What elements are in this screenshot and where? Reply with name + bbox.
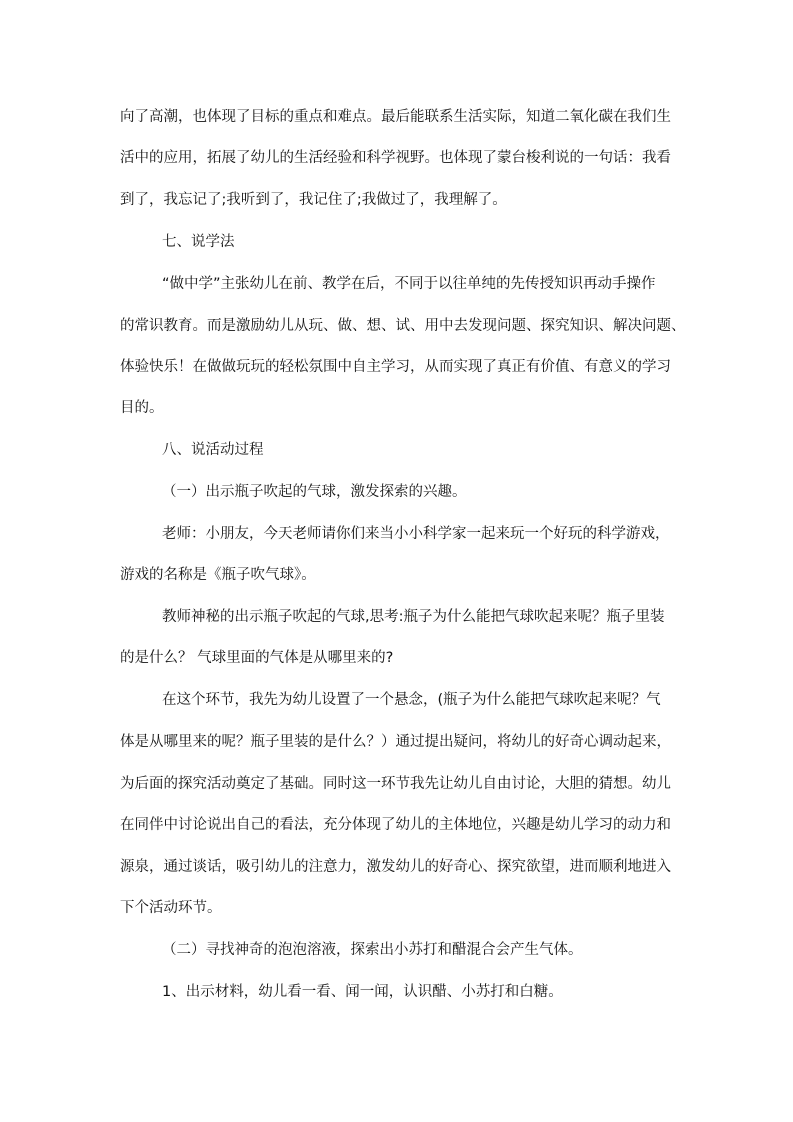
paragraph-line: 为后面的探究活动奠定了基础。同时这一环节我先让幼儿自由讨论，大胆的猜想。幼儿 bbox=[120, 776, 671, 792]
paragraph-line: 在这个环节，我先为幼儿设置了一个悬念，(瓶子为什么能把气球吹起来呢？气 bbox=[162, 692, 661, 708]
subsection-heading-2: （二）寻找神奇的泡泡溶液，探索出小苏打和醋混合会产生气体。 bbox=[162, 942, 583, 958]
paragraph-line: 游戏的名称是《瓶子吹气球》。 bbox=[120, 567, 316, 583]
section-heading-8: 八、说活动过程 bbox=[162, 442, 264, 458]
paragraph-line: 下个活动环节。 bbox=[120, 900, 222, 916]
paragraph-line: 活中的应用，拓展了幼儿的生活经验和科学视野。也体现了蒙台梭利说的一句话：我看 bbox=[120, 150, 671, 166]
paragraph-line: 的常识教育。而是激励幼儿从玩、做、想、试、用中去发现问题、探究知识、解决问题、 bbox=[120, 318, 686, 334]
list-item: 1、出示材料，幼儿看一看、闻一闻，认识醋、小苏打和白糖。 bbox=[162, 984, 563, 1000]
paragraph-line: “做中学”主张幼儿在前、教学在后，不同于以往单纯的先传授知识再动手操作 bbox=[162, 276, 656, 292]
section-heading-7: 七、说学法 bbox=[162, 234, 235, 250]
paragraph-line: 老师：小朋友，今天老师请你们来当小小科学家一起来玩一个好玩的科学游戏， bbox=[162, 526, 670, 542]
paragraph-line: 的是什么？ 气球里面的气体是从哪里来的? bbox=[120, 650, 394, 666]
paragraph-line: 源泉，通过谈话，吸引幼儿的注意力，激发幼儿的好奇心、探究欲望，进而顺利地进入 bbox=[120, 859, 671, 875]
paragraph-line: 目的。 bbox=[120, 400, 164, 416]
paragraph-line: 体是从哪里来的呢？瓶子里装的是什么？）通过提出疑问，将幼儿的好奇心调动起来， bbox=[120, 734, 671, 750]
paragraph-line: 向了高潮，也体现了目标的重点和难点。最后能联系生活实际，知道二氧化碳在我们生 bbox=[120, 109, 671, 125]
paragraph-line: 到了，我忘记了;我听到了，我记住了;我做过了，我理解了。 bbox=[120, 192, 507, 208]
subsection-heading-1: （一）出示瓶子吹起的气球，激发探索的兴趣。 bbox=[162, 484, 467, 500]
paragraph-line: 体验快乐！在做做玩玩的轻松氛围中自主学习，从而实现了真正有价值、有意义的学习 bbox=[120, 359, 671, 375]
paragraph-line: 在同伴中讨论说出自己的看法，充分体现了幼儿的主体地位，兴趣是幼儿学习的动力和 bbox=[120, 817, 671, 833]
paragraph-line: 教师神秘的出示瓶子吹起的气球,思考:瓶子为什么能把气球吹起来呢？瓶子里装 bbox=[162, 609, 665, 625]
